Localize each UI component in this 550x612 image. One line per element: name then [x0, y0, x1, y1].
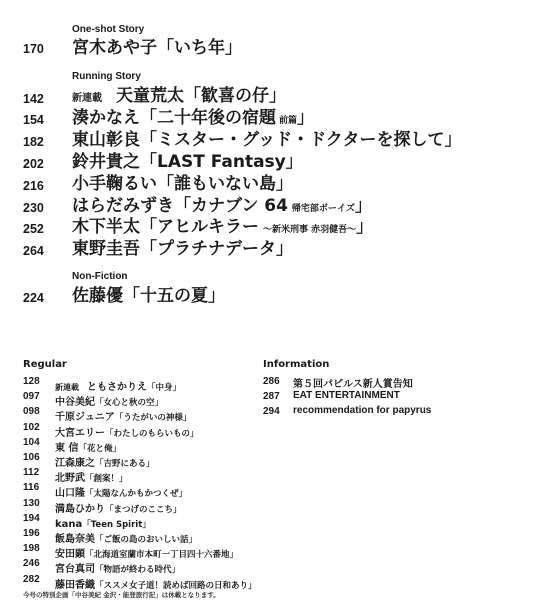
regular-page-number: 196 [23, 528, 40, 539]
regular-title: 「女心と秋の空」 [95, 398, 164, 409]
toc-author: 天童荒太 [116, 86, 184, 106]
toc-title: 「誰もいない島」 [157, 174, 293, 194]
new-serial-tag: 新連載 [55, 383, 79, 392]
toc-page-number: 182 [23, 135, 44, 149]
toc-author: 小手鞠るい [72, 174, 157, 194]
regular-author: 満島ひかり [55, 503, 105, 515]
toc-author: 東山彰良 [72, 130, 140, 150]
toc-page-number: 264 [23, 244, 44, 258]
regular-title: 「わたしのもらいもの」 [105, 428, 199, 439]
toc-entry[interactable] [72, 196, 372, 219]
regular-title: 「Teen Spirit」 [82, 519, 151, 530]
footnote: 今号の特別企画「中谷美紀 金沢・能登旅行記」は休載となります。 [23, 591, 220, 599]
regular-title: 「ススメ女子道！読めば回路の日和あり」 [95, 580, 257, 591]
regular-page-number: 097 [23, 391, 40, 403]
regular-title: 「花と俺」 [78, 443, 121, 454]
regular-author: 安田顕 [55, 549, 85, 561]
regular-page-number: 116 [23, 482, 40, 494]
regular-page-number: 106 [23, 452, 40, 463]
toc-author: 湊かなえ [72, 108, 140, 128]
toc-note: 〜新米刑事 赤羽健吾〜 [263, 225, 357, 235]
regular-title: 「まつげのここち」 [105, 504, 182, 515]
toc-title: 「ミスター・グッド・ドクターを探して」 [140, 130, 462, 150]
regular-author: 東 信 [55, 442, 79, 454]
toc-page-number: 224 [23, 291, 44, 305]
toc-title: 「歓喜の仔」 [184, 86, 286, 106]
regular-page-number: 130 [23, 497, 40, 509]
section-heading-running: Running Story [72, 71, 141, 82]
regular-title: 「太陽なんかもかつくぜ」 [85, 489, 188, 500]
toc-title: 「LAST Fantasy」 [140, 152, 303, 172]
toc-author: 木下半太 [72, 217, 140, 237]
info-entry[interactable]: recommendation for papyrus [293, 405, 432, 417]
toc-page-number: 252 [23, 222, 44, 236]
regular-title: 「うたがいの神様」 [114, 413, 192, 424]
toc-title-close: 」 [354, 196, 372, 216]
regular-title: 「ご飯の島のおいしい話」 [95, 535, 198, 545]
info-page-number: 294 [263, 406, 280, 418]
toc-entry[interactable] [72, 130, 461, 150]
regular-author: 千原ジュニア [55, 412, 115, 424]
toc-page-number: 230 [23, 201, 44, 215]
toc-title-close: 」 [297, 108, 315, 128]
regular-author: 山口隆 [55, 488, 85, 500]
regular-author: 飯島奈美 [55, 534, 95, 545]
regular-title: 「中身」 [147, 383, 182, 393]
regular-author: ともさかりえ [87, 382, 147, 393]
section-heading-regular: Regular [23, 359, 67, 370]
section-heading-one-shot: One-shot Story [72, 24, 145, 35]
info-page-number: 287 [263, 391, 280, 403]
toc-entry[interactable] [72, 286, 225, 306]
toc-page-number: 142 [23, 92, 44, 106]
toc-note: 前篇 [279, 116, 298, 126]
toc-page-number: 216 [23, 179, 44, 193]
regular-author: 宮台真司 [55, 564, 95, 576]
regular-page-number: 104 [23, 436, 40, 448]
regular-title: 「北海道室蘭市本町一丁目四十六番地」 [85, 550, 239, 561]
toc-author: 鈴井貴之 [72, 152, 140, 172]
regular-page-number: 198 [23, 543, 40, 555]
regular-author: 中谷美紀 [55, 397, 95, 409]
regular-page-number: 098 [23, 406, 40, 418]
toc-entry[interactable] [72, 152, 303, 172]
regular-page-number: 102 [23, 421, 40, 433]
toc-entry[interactable] [72, 86, 286, 109]
toc-page-number: 154 [23, 113, 44, 127]
regular-author: kana [55, 518, 83, 530]
new-serial-tag: 新連載 [72, 93, 102, 104]
toc-page-number: 170 [23, 42, 44, 56]
toc-entry[interactable] [72, 239, 293, 259]
regular-page-number: 194 [23, 512, 40, 524]
toc-note: 帰宅部ボーイズ [291, 204, 355, 214]
toc-title-close: 」 [356, 217, 374, 237]
info-entry[interactable]: 第５回パピルス新人賞告知 [293, 379, 413, 390]
regular-page-number: 282 [23, 573, 40, 585]
info-entry[interactable]: EAT ENTERTAINMENT [293, 390, 400, 402]
regular-page-number: 112 [23, 467, 40, 479]
toc-author: 東野圭吾 [72, 239, 140, 259]
regular-entry[interactable] [55, 573, 257, 592]
toc-entry[interactable] [72, 38, 242, 58]
toc-entry[interactable] [72, 108, 314, 131]
regular-author: 北野武 [55, 473, 85, 485]
toc-entry[interactable] [72, 217, 373, 240]
regular-author: 藤田香織 [55, 579, 95, 591]
regular-title: 「物語が終わる時代」 [95, 565, 181, 576]
toc-author: 宮木あや子 [72, 38, 157, 58]
info-page-number: 286 [263, 376, 280, 387]
regular-title: 「吉野にある」 [95, 459, 155, 469]
regular-page-number: 246 [23, 558, 40, 570]
toc-title: 「プラチナデータ」 [140, 239, 293, 259]
regular-author: 大宮エリー [55, 427, 105, 439]
regular-author: 江森康之 [55, 458, 95, 469]
toc-page-number: 202 [23, 157, 44, 171]
toc-entry[interactable] [72, 174, 293, 194]
section-heading-non-fiction: Non-Fiction [72, 271, 128, 282]
toc-title: 「アヒルキラー [140, 217, 259, 237]
toc-title: 「いち年」 [157, 38, 242, 58]
toc-title: 「カナブン 64 [174, 196, 288, 216]
regular-page-number: 128 [23, 376, 40, 387]
regular-title: 「創案！」 [85, 474, 128, 485]
toc-author: はらだみずき [72, 196, 174, 216]
section-heading-information: Information [263, 359, 330, 370]
toc-title: 「二十年後の宿題 [140, 108, 276, 128]
toc-author: 佐藤優 [72, 286, 123, 306]
toc-title: 「十五の夏」 [123, 286, 225, 306]
